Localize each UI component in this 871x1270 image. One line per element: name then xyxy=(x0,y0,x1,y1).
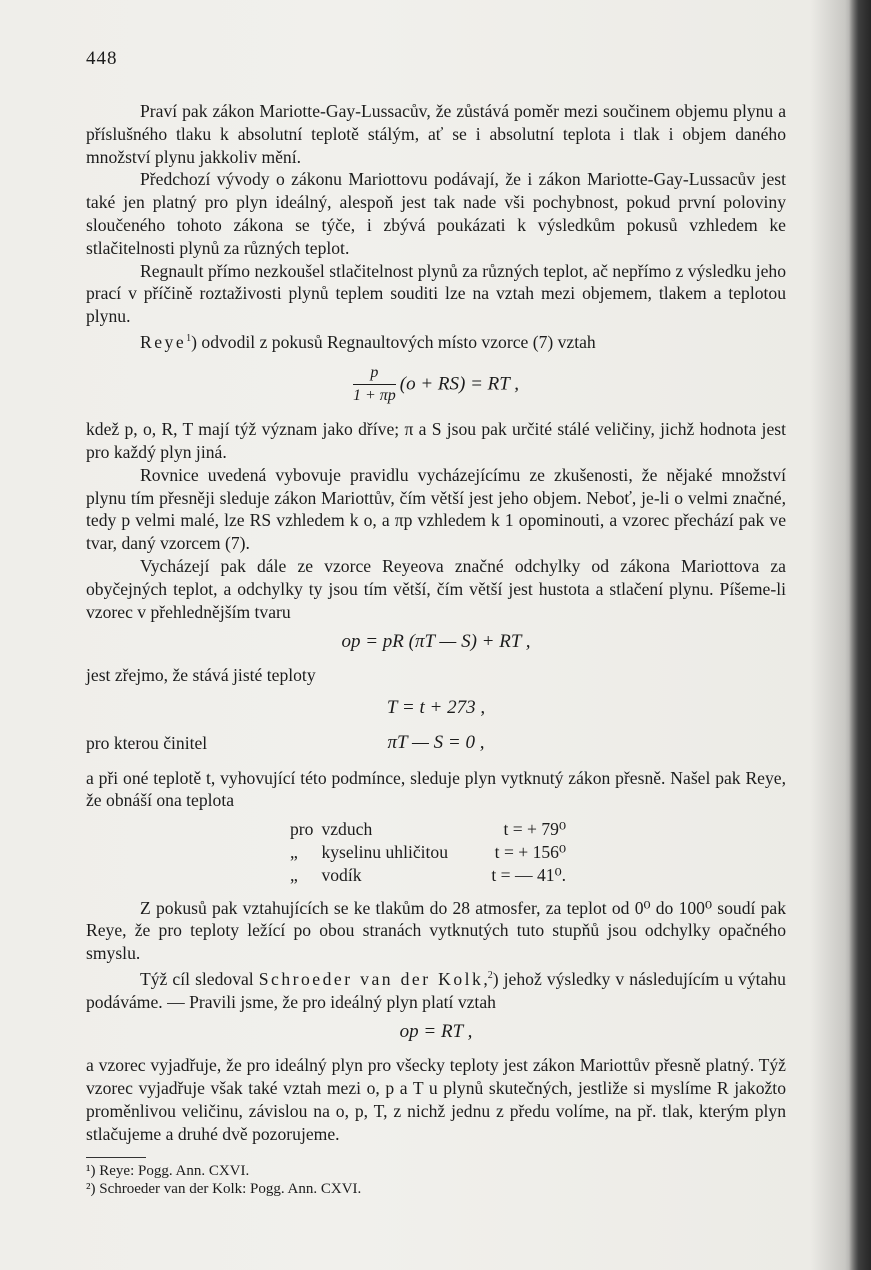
gas-value: t = + 79⁰ xyxy=(503,819,567,840)
paragraph-5: kdež p, o, R, T mají týž význam jako dříve; π a S jsou pak určité stálé veličiny, jichž hodnota jest pro každý plyn jiná. xyxy=(86,419,786,463)
footnote-divider xyxy=(86,1157,146,1158)
equation-ideal: op = RT , xyxy=(399,1021,473,1043)
paragraph-12: Týž cíl sledoval Schroeder van der Kolk,$^2$) jehož výsledky v následujícím u výtahu podáváme. — Pravili jsme, že pro ideálný plyn platí vztah xyxy=(86,968,786,1012)
paragraph-13: a vzorec vyjadřuje, že pro ideálný plyn pro všecky teploty jest zákon Mariottův přesně platný. Týž vzorec vyjadřuje však také vztah mezi o, p a T u plynů skutečných, jestliže si myslíme R jakožto proměnlivou veličinu, závislou na o, p, T, z nichž jednu z předu volíme, na př. tlak, kterým plyn stlačujeme a druhé dvě pozorujeme. xyxy=(86,1055,786,1144)
gas-name: vzduch xyxy=(321,819,373,840)
equation-factor-line xyxy=(86,732,786,755)
author-schroeder: Schroeder van der Kolk xyxy=(258,968,484,989)
footnote-ref-2: 2 xyxy=(487,969,493,981)
paragraph-3: Regnault přímo nezkoušel stlačitelnost plynů za různých teplot, ač nepřímo z výsledku jeho prací v příčině roztaživosti plynů teplem souditi lze na vztah mezi objemem, tlakem a teplotou plynu. xyxy=(86,260,786,327)
paragraph-2: Předchozí vývody o zákonu Mariottovu podávají, že i zákon Mariotte-Gay-Lussacův jest také jen platný pro plyn ideálný, alespoň jest tak nade vši pochybnost, pokud první poloviny sloučeného tohoto zákona se týče, i zbývá poukázati k výsledkům pokusů vzhledem ke stlačitelnosti plynů za různých teplot. xyxy=(86,169,786,258)
paragraph-9: pro kterou činitel xyxy=(86,732,208,753)
footnote-text: Reye: Pogg. Ann. CXVI. xyxy=(99,1163,250,1180)
paragraph-4-text: ) odvodil z pokusů Regnaultových místo vzorce (7) vztah xyxy=(191,331,596,352)
gas-value: t = — 41⁰. xyxy=(491,864,567,885)
equation-op: op = pR (πT — S) + RT , xyxy=(341,631,531,653)
gas-prefix: „ xyxy=(290,864,298,885)
author-reye: Reye xyxy=(140,331,187,352)
equation-factor: πT — S = 0 , xyxy=(387,731,485,753)
paragraph-8: jest zřejmo, že stává jisté teploty xyxy=(86,665,316,686)
paragraph-1: Praví pak zákon Mariotte-Gay-Lussacův, že zůstává poměr mezi součinem objemu plynu a příslušného tlaku k absolutní teplotě stálým, ať se i absolutní teplota i tlak i objem daného množství plynu jakkoliv mění. xyxy=(86,101,786,167)
paragraph-4 xyxy=(86,328,786,354)
equation-T: T = t + 273 , xyxy=(386,696,486,718)
paragraph-6: Rovnice uvedená vybovuje pravidlu vycházejícímu ze zkušenosti, že nějaké množství plynu tím přesněji sleduje zákon Mariottův, čím větší jest jeho objem. Neboť, je-li o velmi značné, tedy p velmi malé, lze RS vzhledem k o, a πp vzhledem k 1 opominouti, a vzorec přechází pak ve tvar, daný vzorcem (7). xyxy=(86,464,786,554)
gas-name: vodík xyxy=(321,864,362,885)
page-edge-shadow xyxy=(849,0,871,1270)
paragraph-12-text: ) jehož výsledky v následujícím u výtahu podáváme. — Pravili jsme, že pro ideálný plyn platí vztah xyxy=(86,968,786,1012)
page-number: 448 xyxy=(86,48,118,69)
gas-name: kyselinu uhličitou xyxy=(321,841,449,862)
paragraph-7: Vycházejí pak dále ze vzorce Reyeova značné odchylky od zákona Mariottova za obyčejných teplot, a odchylky ty jsou tím větší, čím větší jest hustota a stlačení plynu. Píšeme-li vzorec v přehlednějším tvaru xyxy=(86,556,786,622)
fraction-denominator: 1 + πp xyxy=(352,387,396,405)
fraction xyxy=(353,362,396,409)
table-row xyxy=(286,864,570,887)
table-row xyxy=(286,818,570,841)
footnote-ref-1: 1 xyxy=(186,332,192,344)
footnote-text: Schroeder van der Kolk: Pogg. Ann. CXVI. xyxy=(99,1181,362,1198)
footnote-mark: ¹) xyxy=(86,1163,96,1180)
footnote-mark: ²) xyxy=(86,1181,96,1198)
equation-reye xyxy=(86,362,786,409)
footnote-2 xyxy=(86,1180,786,1198)
paragraph-10: a při oné teplotě t, vyhovující této podmínce, sleduje plyn vytknutý zákon přesně. Našel pak Reye, že obnáší ona teplota xyxy=(86,767,786,811)
gas-value: t = + 156⁰ xyxy=(494,841,567,862)
equation-reye-rest: (o + RS) = RT , xyxy=(399,373,520,395)
footnote-1 xyxy=(86,1162,786,1180)
gas-prefix: pro xyxy=(290,819,314,840)
text-body xyxy=(86,100,786,1198)
gas-prefix: „ xyxy=(290,841,298,862)
paragraph-11: Z pokusů pak vztahujících se ke tlakům do 28 atmosfer, za teplot od 0⁰ do 100⁰ soudí pak Reye, že pro teploty ležící po obou stranách vytknutých tuto stupňů jsou odchylky opačného smyslu. xyxy=(86,897,786,964)
table-row xyxy=(286,841,570,864)
gas-temperature-table xyxy=(286,818,570,886)
paragraph-12-pre: Týž cíl sledoval xyxy=(140,968,254,989)
fraction-numerator: p xyxy=(353,362,396,386)
